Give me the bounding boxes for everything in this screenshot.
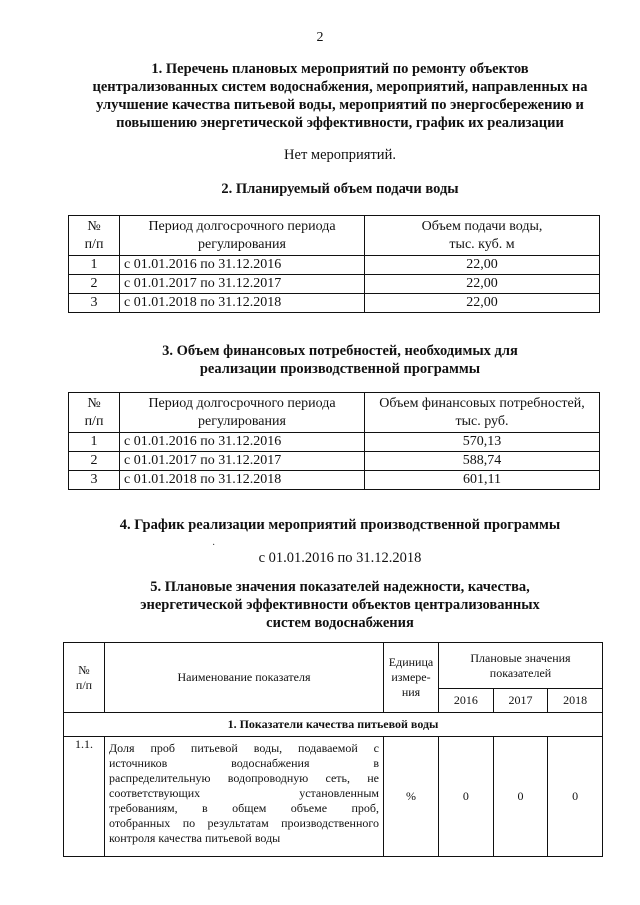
value-header: Объем подачи воды, тыс. куб. м: [365, 216, 600, 256]
table-row: 2 с 01.01.2017 по 31.12.2017 22,00: [69, 275, 600, 294]
table-row: 1 с 01.01.2016 по 31.12.2016 570,13: [69, 433, 600, 452]
num-header: № п/п: [69, 216, 120, 256]
table-row: 3 с 01.01.2018 по 31.12.2018 601,11: [69, 471, 600, 490]
table-row: 3 с 01.01.2018 по 31.12.2018 22,00: [69, 294, 600, 313]
section-5-title: 5. Плановые значения показателей надежности, качества, энергетической эффективности объектов централизованных систем водоснабжения: [140, 579, 540, 631]
financial-needs-table: [68, 392, 600, 490]
group-title: 1. Показатели качества питьевой воды: [64, 713, 603, 737]
indicator-name: Доля проб питьевой воды, подаваемой с источников водоснабжения в распределительную водопроводную сеть, не соответствующих установленным требованиям, в общем объеме проб, отобранных по результатам производственного контроля качества питьевой воды: [105, 737, 384, 857]
period-header: Период долгосрочного периода регулирования: [120, 216, 365, 256]
unit-header: Единица измере- ния: [384, 643, 439, 713]
water-supply-table: [68, 215, 600, 313]
year-header: 2016: [439, 689, 494, 713]
section-1-title: 1. Перечень плановых мероприятий по ремонту объектов централизованных систем водоснабжения, мероприятий, направленных на улучшение качества питьевой воды, мероприятий по энергосбережению и повышению энергетической эффективности, график их реализации: [92, 61, 588, 131]
no-activities-note: Нет мероприятий.: [284, 147, 396, 163]
schedule-period: с 01.01.2016 по 31.12.2018: [258, 550, 422, 566]
indicators-table: [63, 642, 603, 857]
period-header: Период долгосрочного периода регулирования: [120, 393, 365, 433]
section-3-title: 3. Объем финансовых потребностей, необходимых для реализации производственной программы: [162, 343, 518, 377]
planned-values-header: Плановые значения показателей: [439, 643, 603, 689]
value-header: Объем финансовых потребностей, тыс. руб.: [365, 393, 600, 433]
page-number: 2: [316, 30, 324, 45]
indicator-name-header: Наименование показателя: [105, 643, 384, 713]
table-row: 1.1. Доля проб питьевой воды, подаваемой с источников водоснабжения в распределительную водопроводную сеть, не соответствующих установленным требованиям, в общем объеме проб, отобранных по результатам производственного контроля качества питьевой воды % 0 0 0: [64, 737, 603, 857]
year-header: 2017: [493, 689, 548, 713]
table-row: 2 с 01.01.2017 по 31.12.2017 588,74: [69, 452, 600, 471]
stray-mark: ·: [212, 540, 216, 551]
table-row: 1 с 01.01.2016 по 31.12.2016 22,00: [69, 256, 600, 275]
num-header: № п/п: [64, 643, 105, 713]
section-2-title: 2. Планируемый объем подачи воды: [221, 181, 459, 197]
section-4-title: 4. График реализации мероприятий производственной программы: [119, 517, 561, 533]
year-header: 2018: [548, 689, 603, 713]
num-header: № п/п: [69, 393, 120, 433]
